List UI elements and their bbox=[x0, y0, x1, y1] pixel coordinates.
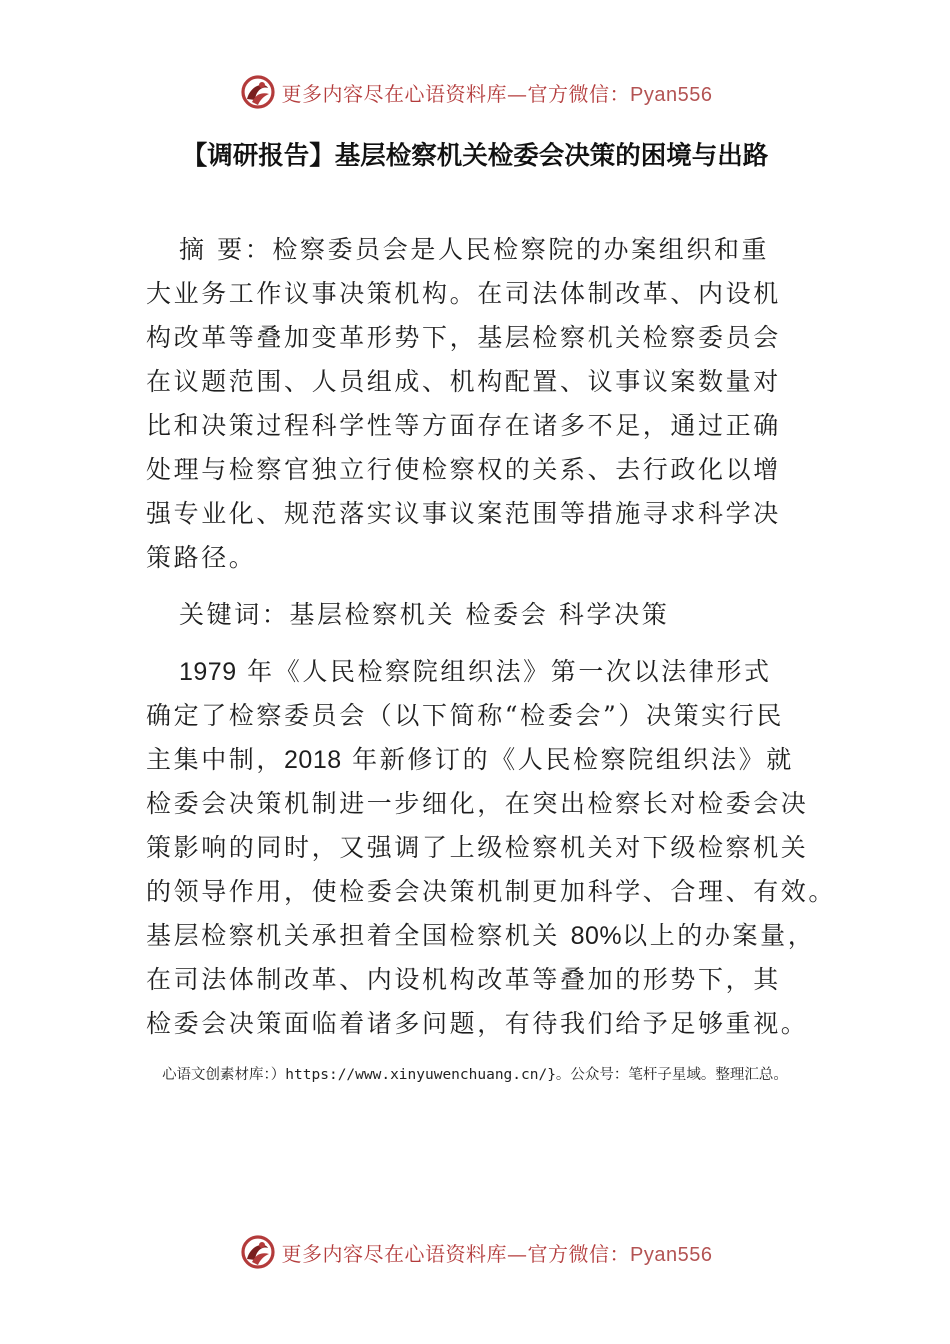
body-text: 以上的办案量， bbox=[622, 921, 816, 950]
year-2018: 2018 bbox=[284, 746, 342, 774]
swirl-logo-icon bbox=[238, 1232, 278, 1272]
banner-site-text: 更多内容尽在心语资料库 bbox=[281, 1241, 508, 1266]
banner-wechat-id: Pyan556 bbox=[630, 83, 713, 106]
body-line bbox=[146, 914, 814, 958]
top-banner bbox=[0, 72, 950, 112]
abstract-line: 构改革等叠加变革形势下，基层检察机关检察委员会 bbox=[146, 323, 781, 352]
bottom-banner bbox=[0, 1232, 950, 1272]
abstract-line: 强专业化、规范落实议事议案范围等措施寻求科学决 bbox=[146, 499, 781, 528]
abstract-line: 在议题范围、人员组成、机构配置、议事议案数量对 bbox=[146, 367, 781, 396]
document-body bbox=[146, 228, 837, 1046]
banner-separator: — bbox=[507, 81, 528, 106]
banner-wechat-label: 官方微信： bbox=[527, 81, 631, 106]
banner-site-text: 更多内容尽在心语资料库 bbox=[281, 81, 508, 106]
body-text: 年新修订的《人民检察院组织法》就 bbox=[341, 745, 794, 774]
body-line: 检委会决策机制进一步细化，在突出检察长对检委会决 bbox=[146, 789, 809, 818]
percentage-80: 80% bbox=[570, 922, 623, 950]
abstract-paragraph bbox=[146, 228, 814, 580]
body-line bbox=[146, 650, 814, 694]
abstract-line: 策路径。 bbox=[146, 543, 257, 572]
banner-wechat-id: Pyan556 bbox=[630, 1243, 713, 1266]
abstract-line: 大业务工作议事决策机构。在司法体制改革、内设机 bbox=[146, 279, 781, 308]
banner-separator: — bbox=[507, 1241, 528, 1266]
banner-text bbox=[282, 1238, 713, 1267]
body-text: 基层检察机关承担着全国检察机关 bbox=[146, 921, 571, 950]
swirl-logo-icon bbox=[238, 72, 278, 112]
body-paragraph bbox=[146, 650, 837, 1046]
source-note: 心语文创素材库：）https://www.xinyuwenchuang.cn/}。公众号：笔杆子星域。整理汇总。 bbox=[162, 1067, 788, 1083]
banner-text bbox=[282, 78, 713, 107]
body-line bbox=[146, 738, 814, 782]
body-line: 检委会决策面临着诸多问题，有待我们给予足够重视。 bbox=[146, 1009, 809, 1038]
body-line: 策影响的同时，又强调了上级检察机关对下级检察机关 bbox=[146, 833, 809, 862]
document-title: 【调研报告】基层检察机关检委会决策的困境与出路 bbox=[181, 141, 769, 171]
body-line: 的领导作用，使检委会决策机制更加科学、合理、有效。 bbox=[146, 877, 837, 906]
abstract-line: 处理与检察官独立行使检察权的关系、去行政化以增 bbox=[146, 455, 781, 484]
body-line: 确定了检察委员会（以下简称“检委会”）决策实行民 bbox=[146, 701, 784, 730]
abstract-line: 摘 要：检察委员会是人民检察院的办案组织和重 bbox=[179, 235, 770, 264]
abstract-line: 比和决策过程科学性等方面存在诸多不足，通过正确 bbox=[146, 411, 781, 440]
year-1979: 1979 bbox=[179, 658, 237, 686]
keywords-line: 关键词：基层检察机关 检委会 科学决策 bbox=[179, 600, 670, 629]
body-text: 主集中制， bbox=[146, 745, 285, 774]
banner-wechat-label: 官方微信： bbox=[527, 1241, 631, 1266]
body-text: 年《人民检察院组织法》第一次以法律形式 bbox=[236, 657, 772, 686]
body-line: 在司法体制改革、内设机构改革等叠加的形势下，其 bbox=[146, 965, 781, 994]
